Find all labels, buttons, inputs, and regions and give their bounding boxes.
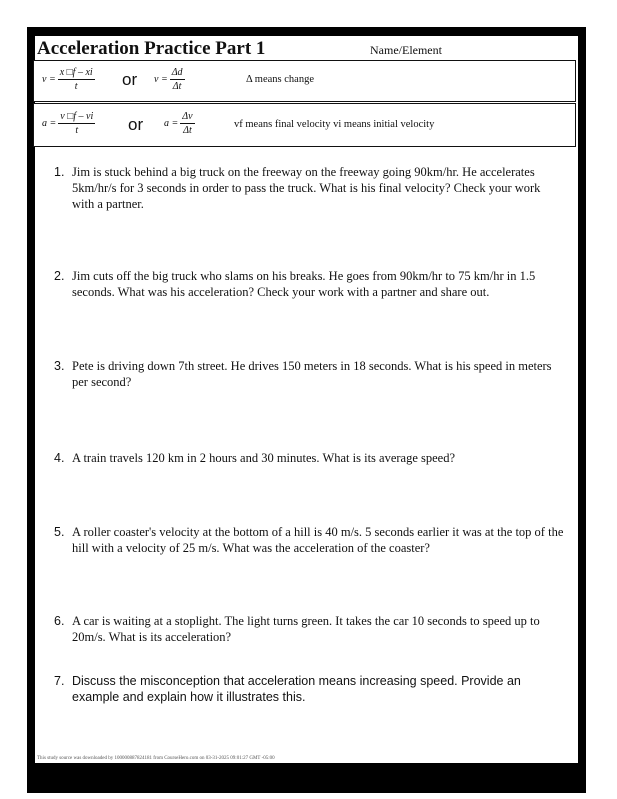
fraction	[58, 66, 95, 93]
acceleration-formula-velocity	[42, 110, 95, 137]
question-4	[54, 450, 564, 466]
page-title: Acceleration Practice Part 1	[37, 38, 266, 59]
fraction-denominator: Δt	[183, 125, 192, 136]
question-number: 1.	[54, 165, 65, 179]
question-text: A car is waiting at a stoplight. The light turns green. It takes the car 10 seconds to speed up to 20m/s. What is its acceleration?	[72, 614, 540, 644]
question-7	[54, 673, 564, 705]
formula-lhs: a =	[164, 118, 179, 129]
acceleration-formula-box	[33, 103, 576, 147]
fraction	[170, 66, 185, 93]
page-border-bottom	[27, 763, 586, 793]
delta-note: Δ means change	[246, 74, 314, 85]
question-number: 3.	[54, 359, 65, 373]
fraction	[180, 110, 194, 137]
page-border-right	[578, 27, 586, 793]
formula-lhs: a =	[42, 118, 57, 129]
question-3	[54, 358, 564, 390]
fraction-denominator: t	[75, 125, 79, 136]
question-number: 2.	[54, 269, 65, 283]
question-number: 6.	[54, 614, 65, 628]
fraction-denominator: Δt	[172, 81, 182, 92]
question-text: Jim cuts off the big truck who slams on his breaks. He goes from 90km/hr to 75 km/hr in 1.5 seconds. What was his acceleration? Check your work with a partner and share out.	[72, 269, 536, 299]
name-element-label: Name/Element	[370, 43, 442, 57]
question-text: Discuss the misconception that acceleration means increasing speed. Provide an example and explain how it illustrates this.	[72, 674, 521, 704]
or-text: or	[122, 70, 138, 89]
velocity-formula-delta	[154, 66, 185, 93]
velocity-note: vf means final velocity vi means initial velocity	[234, 119, 435, 130]
fraction-numerator: Δv	[182, 111, 193, 122]
question-text: A roller coaster's velocity at the bottom of a hill is 40 m/s. 5 seconds earlier it was at the top of the hill with a velocity of 25 m/s. What was the acceleration of the coaster?	[72, 525, 564, 555]
acceleration-formula-delta	[164, 110, 195, 137]
question-6	[54, 613, 564, 645]
fraction-numerator: Δd	[171, 67, 183, 78]
question-2	[54, 268, 564, 300]
question-text: Pete is driving down 7th street. He drives 150 meters in 18 seconds. What is his speed in meters per second?	[72, 359, 552, 389]
fraction-numerator: x □f – xi	[59, 67, 93, 78]
question-number: 5.	[54, 525, 65, 539]
or-text: or	[128, 115, 144, 134]
question-5	[54, 524, 564, 556]
fraction	[58, 110, 95, 137]
formula-lhs: v =	[154, 74, 168, 85]
fraction-numerator: v □f – vi	[60, 111, 94, 122]
question-number: 4.	[54, 451, 65, 465]
page-border-top	[27, 27, 586, 36]
question-text: Jim is stuck behind a big truck on the freeway on the freeway going 90km/hr. He accelerates 5km/hr/s for 3 seconds in order to pass the truck. What is his final velocity? Check your work with a partner.	[72, 165, 541, 211]
question-text: A train travels 120 km in 2 hours and 30 minutes. What is its average speed?	[72, 451, 456, 465]
fraction-denominator: t	[74, 81, 78, 92]
download-footer: This study source was downloaded by 100000887824181 from CourseHero.com on 03-31-2025 09:01:27 GMT -05:00	[37, 756, 275, 761]
formula-lhs: v =	[42, 74, 56, 85]
question-number: 7.	[54, 674, 65, 688]
velocity-formula-box	[33, 60, 576, 102]
velocity-formula-position	[42, 66, 95, 93]
question-1	[54, 164, 564, 212]
